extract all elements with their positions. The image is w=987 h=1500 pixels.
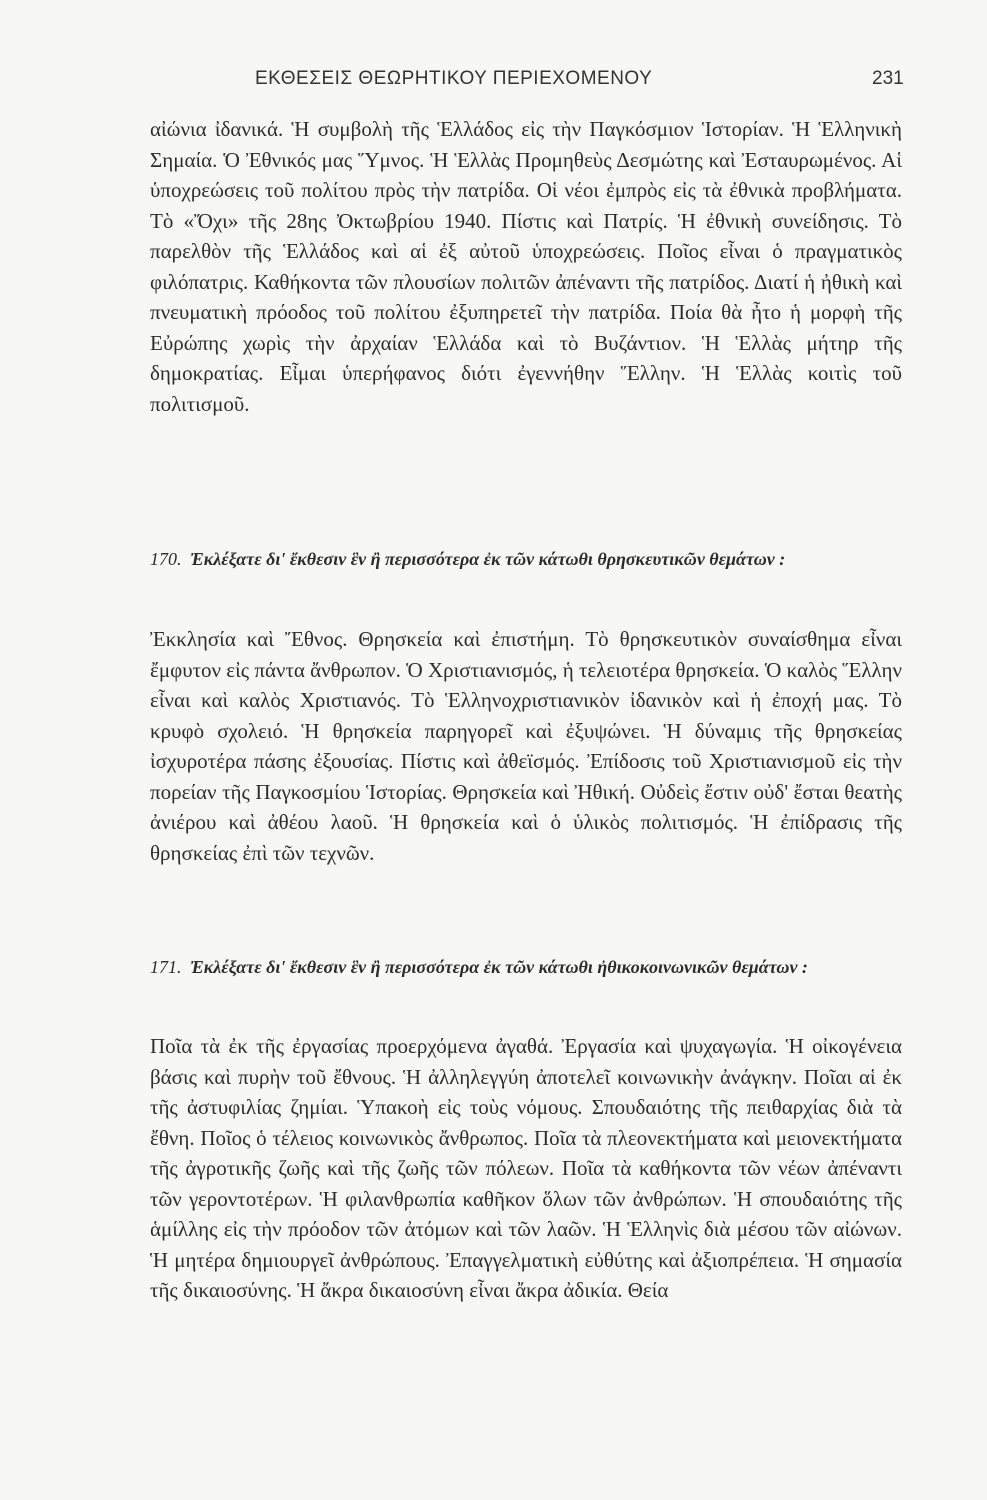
- page-number: 231: [872, 68, 904, 89]
- intro-paragraph: αἰώνια ἰδανικά. Ἡ συμβολὴ τῆς Ἑλλάδος εἰς τὴν Παγκόσμιον Ἱστορίαν. Ἡ Ἑλληνικὴ Σημαία. Ὁ Ἐθνικός μας Ὕμνος. Ἡ Ἑλλὰς Προμηθεὺς Δεσμώτης καὶ Ἐσταυρωμένος. Αἱ ὑποχρεώσεις τοῦ πολίτου πρὸς τὴν πατρίδα. Οἱ νέοι ἐμπρὸς εἰς τὰ ἐθνικὰ προβλήματα. Τὸ «Ὄχι» τῆς 28ης Ὀκτωβρίου 1940. Πίστις καὶ Πατρίς. Ἡ ἐθνικὴ συνείδησις. Τὸ παρελθὸν τῆς Ἑλλάδος καὶ αἱ ἐξ αὐτοῦ ὑποχρεώσεις. Ποῖος εἶναι ὁ πραγματικὸς φιλόπατρις. Καθήκοντα τῶν πλουσίων πολιτῶν ἀπέναντι τῆς πατρίδος. Διατί ἡ ἠθικὴ καὶ πνευματικὴ πρόοδος τοῦ πολίτου ἐξυπηρετεῖ τὴν πατρίδα. Ποία θὰ ἦτο ἡ μορφὴ τῆς Εὐρώπης χωρὶς τὴν ἀρχαίαν Ἑλλάδα καὶ τὸ Βυζάντιον. Ἡ Ἑλλὰς μήτηρ τῆς δημοκρατίας. Εἶμαι ὑπερήφανος διότι ἐγεννήθην Ἕλλην. Ἡ Ἑλλὰς κοιτὶς τοῦ πολιτισμοῦ.: [150, 117, 902, 416]
- section-heading-text: Ἐκλέξατε δι' ἔκθεσιν ἓν ἢ περισσότερα ἐκ τῶν κάτωθι ἠθικοκοινωνικῶν θεμάτων :: [190, 957, 808, 977]
- section-paragraph: Ἐκκλησία καὶ Ἔθνος. Θρησκεία καὶ ἐπιστήμη. Τὸ θρησκευτικὸν συναίσθημα εἶναι ἔμφυτον εἰς πάντα ἄνθρωπον. Ὁ Χριστιανισμός, ἡ τελειοτέρα θρησκεία. Ὁ καλὸς Ἕλλην εἶναι καὶ καλὸς Χριστιανός. Τὸ Ἑλληνοχριστιανικὸν ἰδανικὸν καὶ ἡ ἐποχή μας. Τὸ κρυφὸ σχολειό. Ἡ θρησκεία παρηγορεῖ καὶ ἐξυψώνει. Ἡ δύναμις τῆς θρησκείας ἰσχυροτέρα πάσης ἐξουσίας. Πίστις καὶ ἀθεϊσμός. Ἐπίδοσις τοῦ Χριστιανισμοῦ εἰς τὴν πορείαν τῆς Παγκοσμίου Ἱστορίας. Θρησκεία καὶ Ἠθική. Οὐδεὶς ἔστιν οὐδ' ἔσται θεατὴς ἀνιέρου καὶ ἀθέου λαοῦ. Ἡ θρησκεία καὶ ὁ ὑλικὸς πολιτισμός. Ἡ ἐπίδρασις τῆς θρησκείας ἐπὶ τῶν τεχνῶν.: [150, 627, 902, 865]
- section-171-body: [150, 1031, 902, 1306]
- section-170-body: [150, 624, 902, 868]
- section-171-heading: [150, 953, 902, 981]
- section-170-heading: [150, 545, 902, 573]
- section-heading-text: Ἐκλέξατε δι' ἔκθεσιν ἓν ἢ περισσότερα ἐκ τῶν κάτωθι θρησκευτικῶν θεμάτων :: [190, 549, 786, 569]
- section-number: 171.: [150, 957, 182, 977]
- section-number: 170.: [150, 549, 182, 569]
- intro-paragraph-block: [150, 114, 902, 419]
- section-paragraph: Ποῖα τὰ ἐκ τῆς ἐργασίας προερχόμενα ἀγαθά. Ἐργασία καὶ ψυχαγωγία. Ἡ οἰκογένεια βάσις καὶ πυρὴν τοῦ ἔθνους. Ἡ ἀλληλεγγύη ἀποτελεῖ κοινωνικὴν ἀνάγκην. Ποῖαι αἱ ἐκ τῆς ἀστυφιλίας ζημίαι. Ὑπακοὴ εἰς τοὺς νόμους. Σπουδαιότης τῆς πειθαρχίας διὰ τὰ ἔθνη. Ποῖος ὁ τέλειος κοινωνικὸς ἄνθρωπος. Ποῖα τὰ πλεονεκτήματα καὶ μειονεκτήματα τῆς ἀγροτικῆς ζωῆς καὶ τῆς ζωῆς τῶν πόλεων. Ποῖα τὰ καθήκοντα τῶν νέων ἀπέναντι τῶν γεροντοτέρων. Ἡ φιλανθρωπία καθῆκον ὅλων τῶν ἀνθρώπων. Ἡ σπουδαιότης τῆς ἁμίλλης εἰς τὴν πρόοδον τῶν ἀτόμων καὶ τῶν λαῶν. Ἡ Ἑλληνὶς διὰ μέσου τῶν αἰώνων. Ἡ μητέρα δημιουργεῖ ἀνθρώπους. Ἐπαγγελματικὴ εὐθύτης καὶ ἀξιοπρέπεια. Ἡ σημασία τῆς δικαιοσύνης. Ἡ ἄκρα δικαιοσύνη εἶναι ἄκρα ἀδικία. Θεία: [150, 1034, 902, 1302]
- running-header: [0, 68, 987, 98]
- chapter-title: ΕΚΘΕΣΕΙΣ ΘΕΩΡΗΤΙΚΟΥ ΠΕΡΙΕΧΟΜΕΝΟΥ: [255, 68, 653, 89]
